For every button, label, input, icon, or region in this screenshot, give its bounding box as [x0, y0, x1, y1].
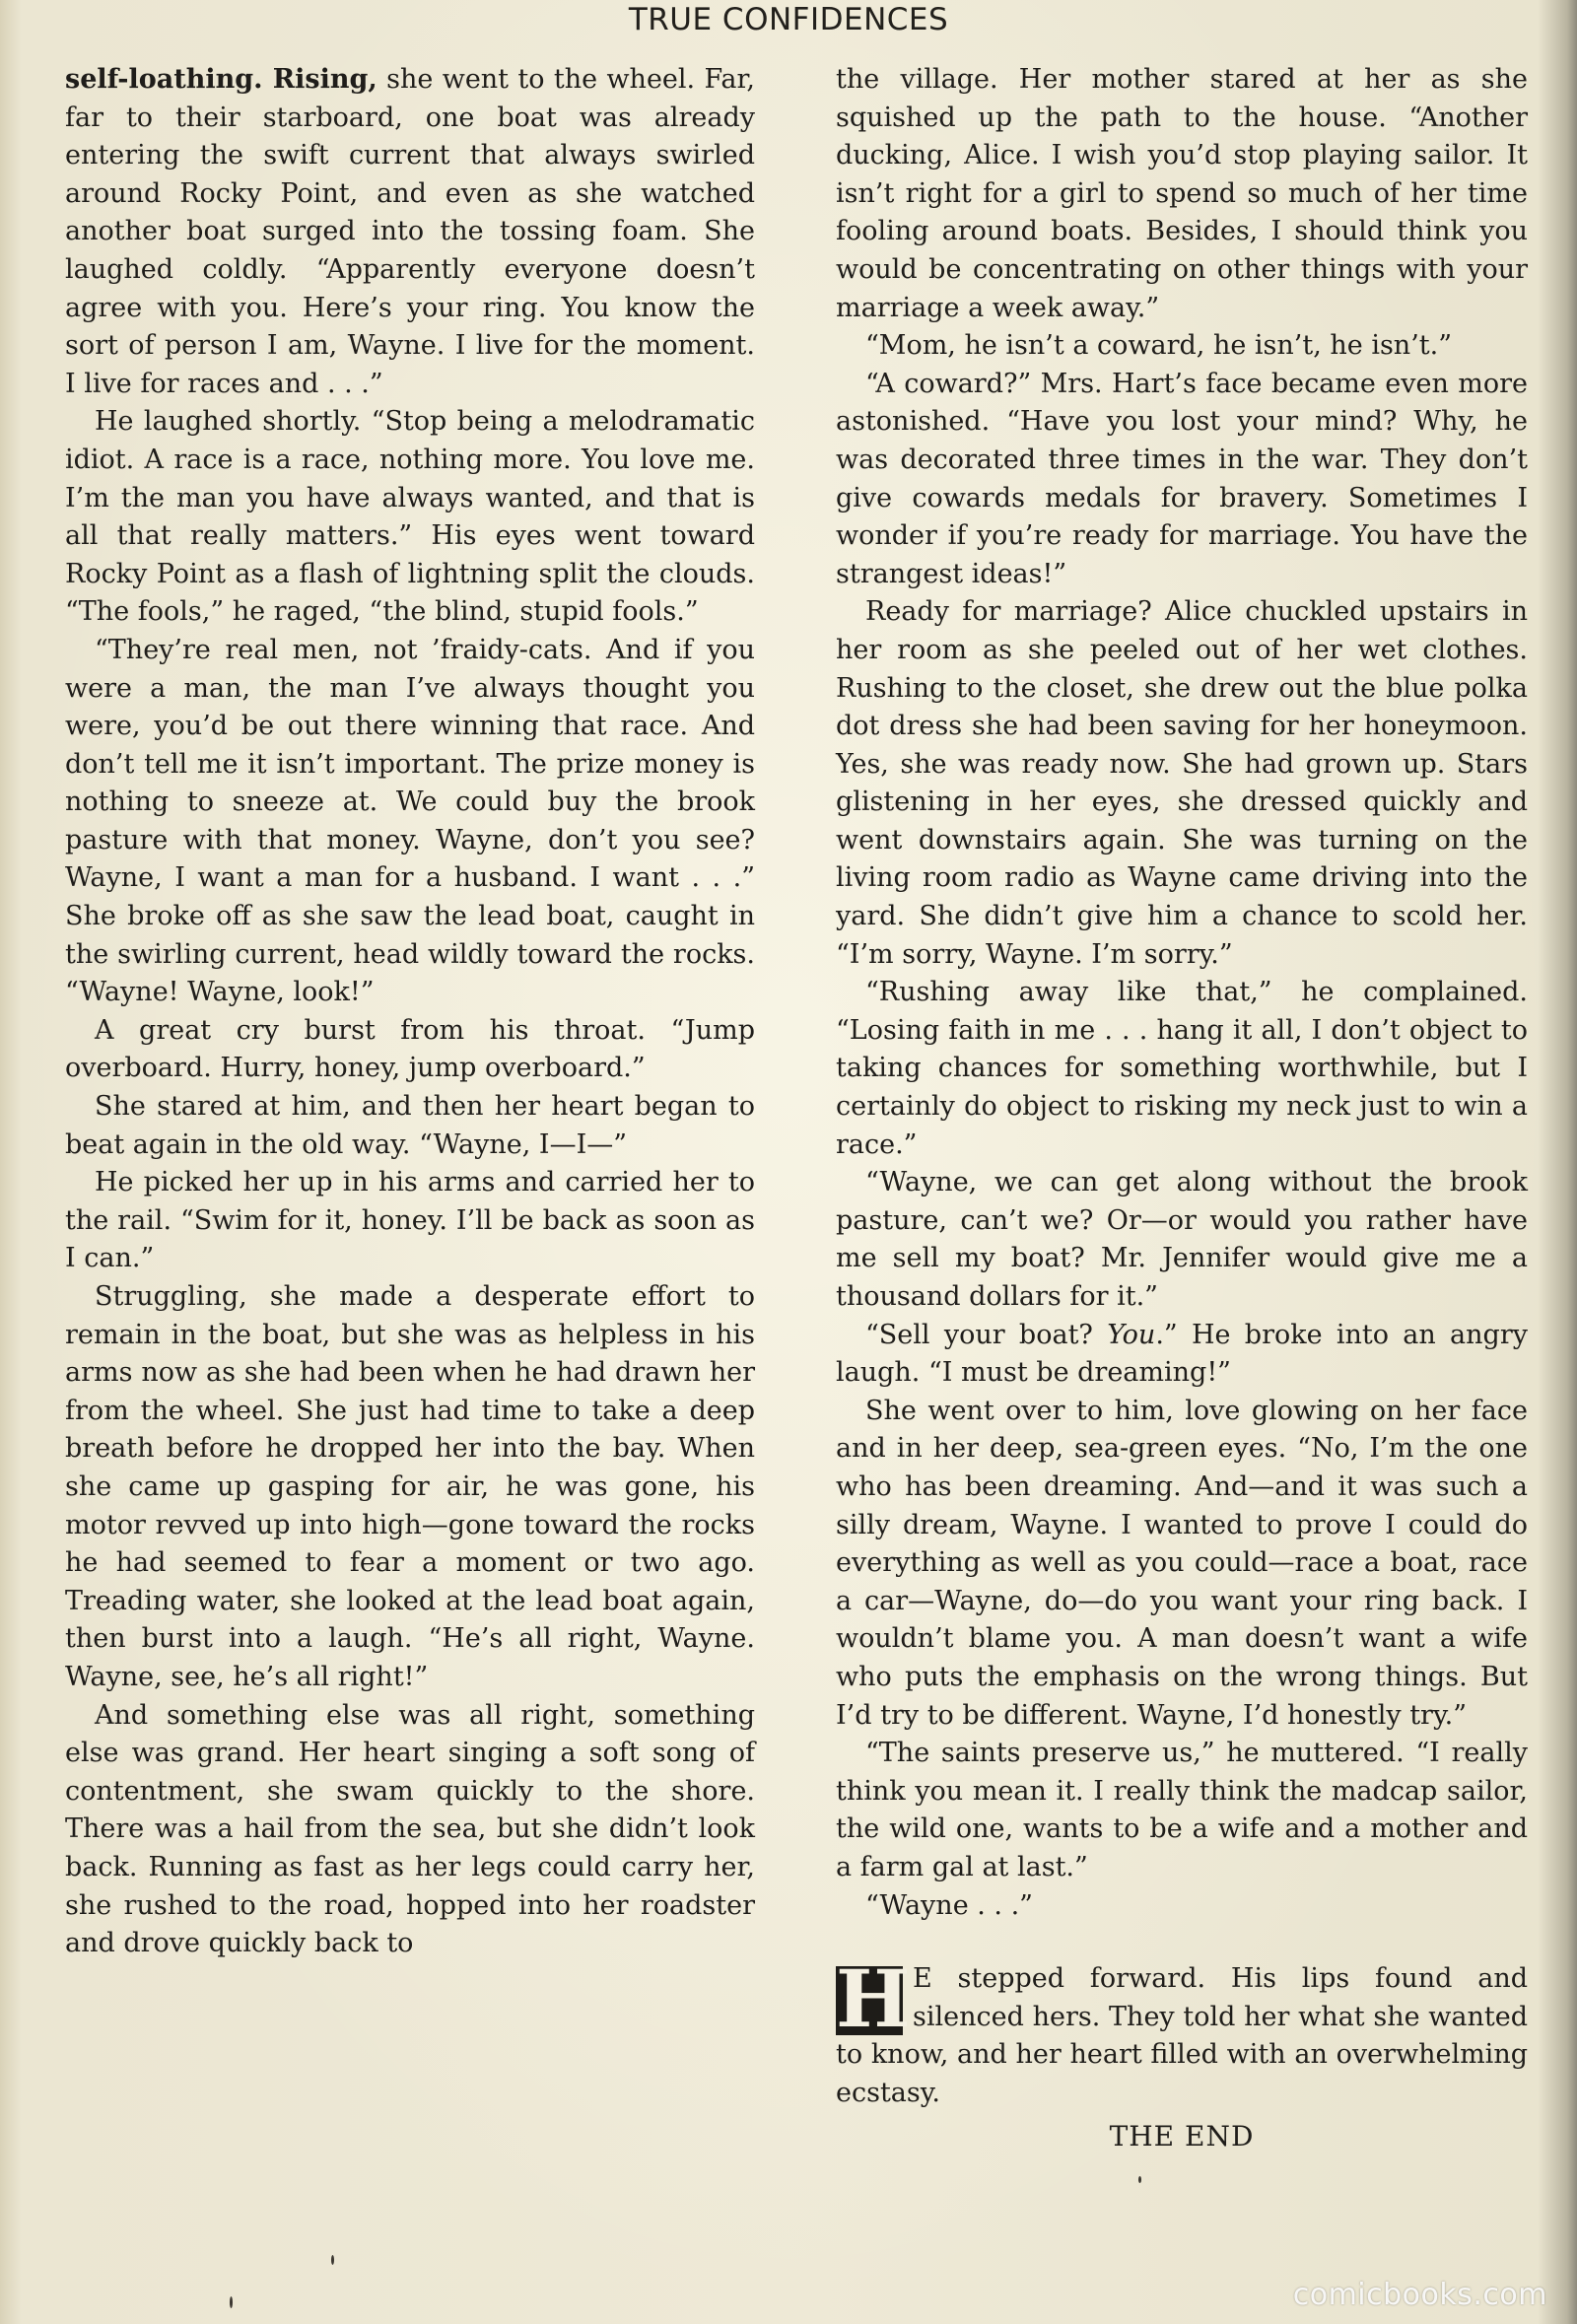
story-paragraph: [65, 61, 755, 403]
final-paragraph: E stepped forward. His lips found and silenced hers. They told her what she wanted to know, and her heart filled with an overwhelming ecstasy.: [836, 1963, 1528, 2108]
story-paragraph: He laughed shortly. “Stop being a melodramatic idiot. A race is a race, nothing more. You love me. I’m the man you have always wanted, and that is all that really matters.” His eyes went toward Rocky Point as a flash of lightning split the clouds. “The fools,” he raged, “the blind, stupid fools.”: [65, 406, 755, 628]
story-paragraph: She went over to him, love glowing on her face and in her deep, sea-green eyes. “No, I’m the one who has been dreaming. And—and it was such a silly dream, Wayne. I wanted to prove I could do everything as well as you could—race a boat, race a car—Wayne, do—do you want your ring back. I wouldn’t blame you. A man doesn’t want a wife who puts the emphasis on the wrong things. But I’d try to be different. Wayne, I’d honestly try.”: [836, 1395, 1528, 1731]
story-paragraph: She stared at him, and then her heart began to beat again in the old way. “Wayne, I—I—”: [65, 1091, 755, 1160]
final-section: [836, 1952, 1528, 2112]
story-paragraph: “A coward?” Mrs. Hart’s face became even more astonished. “Have you lost your mind? Why, he was decorated three times in the war. They don’t give cowards medals for bravery. Sometimes I wonder if you’re ready for marriage. You have the strangest ideas!”: [836, 368, 1528, 589]
the-end-label: THE END: [1109, 2120, 1255, 2153]
story-paragraph: “Mom, he isn’t a coward, he isn’t, he isn’t.”: [865, 330, 1453, 362]
paragraph-text: “Sell your boat?: [865, 1319, 1108, 1350]
paragraph-text: .” He broke into an angry laugh. “I must be dreaming!”: [836, 1319, 1528, 1389]
paragraph-text: she went to the wheel. Far, far to their starboard, one boat was already entering the swift current that always swirled around Rocky Point, and even as she watched another boat surged into the tossing foam. She laughed coldly. “Apparently everyone doesn’t agree with you. Here’s your ring. You know the sort of person I am, Wayne. I live for the moment. I live for races and . . .”: [65, 64, 755, 399]
print-speck: [1138, 2176, 1141, 2183]
story-paragraph: Struggling, she made a desperate effort to remain in the boat, but she was as helpless in his arms now as she had been when he had drawn her from the wheel. She just had time to take a deep breath before he dropped her into the bay. When she came up gasping for air, he was gone, his motor revved up into high—gone toward the rocks he had seemed to fear a moment or two ago. Treading water, she looked at the lead boat again, then burst into a laugh. “He’s all right, Wayne. Wayne, see, he’s all right!”: [65, 1281, 755, 1692]
story-paragraph: “Wayne . . .”: [865, 1889, 1033, 1921]
story-paragraph: Ready for marriage? Alice chuckled upstairs in her room as she peeled out of her wet clothes. Rushing to the closet, she drew out the blue polka dot dress she had been saving for her honeymoon. Yes, she was ready now. She had grown up. Stars glistening in her eyes, she dressed quickly and went downstairs again. She was turning on the living room radio as Wayne came driving into the yard. She didn’t give him a chance to scold her. “I’m sorry, Wayne. I’m sorry.”: [836, 596, 1528, 970]
story-paragraph: [836, 1317, 1528, 1393]
story-paragraph: And something else was all right, something else was grand. Her heart singing a soft song of contentment, she swam quickly to the shore. There was a hail from the sea, but she didn’t look back. Running as fast as her legs could carry her, she rushed to the road, hopped into her roadster and drove quickly back to: [65, 1699, 755, 1959]
source-watermark: comicbooks.com: [1292, 2278, 1547, 2312]
story-paragraph: “The saints preserve us,” he muttered. “I really think you mean it. I really think the madcap sailor, the wild one, wants to be a wife and a mother and a farm gal at last.”: [836, 1738, 1528, 1882]
print-speck: [331, 2255, 334, 2265]
story-paragraph: the village. Her mother stared at her as she squished up the path to the house. “Another ducking, Alice. I wish you’d stop playing sailor. It isn’t right for a girl to spend so much of her time fooling around boats. Besides, I should think you would be concentrating on other things with your marriage a week away.”: [836, 64, 1528, 323]
story-paragraph: “They’re real men, not ’fraidy-cats. And if you were a man, the man I’ve always thought you were, you’d be out there winning that race. And don’t tell me it isn’t important. The prize money is nothing to sneeze at. We could buy the brook pasture with that money. Wayne, don’t you see? Wayne, I want a man for a husband. I want . . .” She broke off as she saw the lead boat, caught in the swirling current, head wildly toward the rocks. “Wayne! Wayne, look!”: [65, 634, 755, 1008]
left-column: [65, 61, 755, 1963]
story-paragraph: “Wayne, we can get along without the brook pasture, can’t we? Or—or would you rather have me sell my boat? Mr. Jennifer would give me a thousand dollars for it.”: [836, 1167, 1528, 1312]
print-speck: [230, 2296, 233, 2308]
story-paragraph: “Rushing away like that,” he complained. “Losing faith in me . . . hang it all, I don’t object to taking chances for something worthwhile, but I certainly do object to risking my neck just to win a race.”: [836, 977, 1528, 1160]
paragraph-lead-in: self-loathing. Rising,: [65, 64, 377, 95]
right-column: [836, 61, 1528, 2156]
story-paragraph: He picked her up in his arms and carried her to the rail. “Swim for it, honey. I’ll be back as soon as I can.”: [65, 1167, 755, 1274]
running-head-title: TRUE CONFIDENCES: [628, 2, 949, 37]
drop-cap-letter: H: [836, 1952, 911, 2046]
story-paragraph: A great cry burst from his throat. “Jump overboard. Hurry, honey, jump overboard.”: [65, 1014, 755, 1084]
emphasis-text: You: [1107, 1319, 1156, 1350]
